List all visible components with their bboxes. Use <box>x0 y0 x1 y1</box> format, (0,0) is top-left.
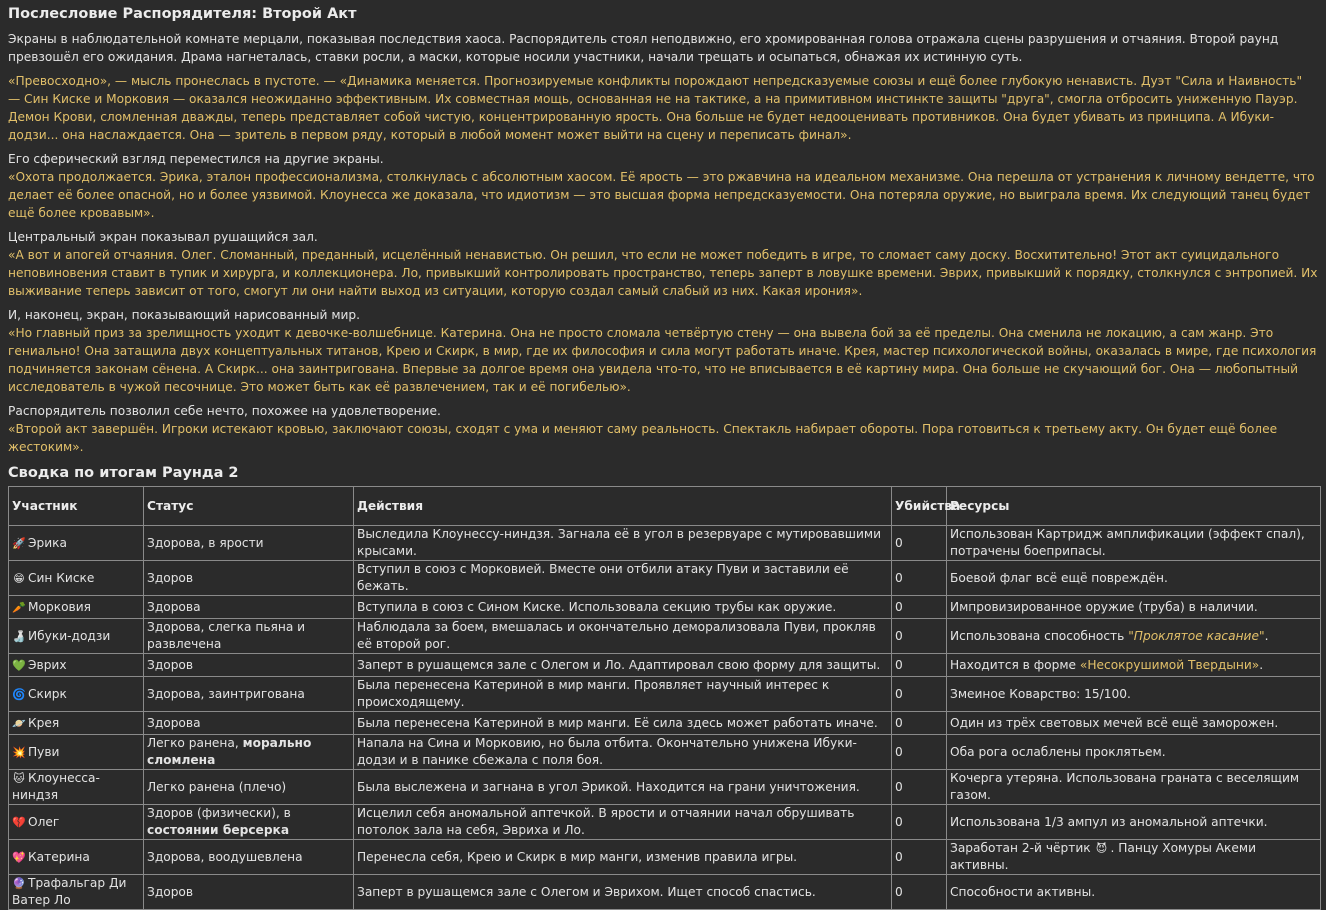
cat-icon: 🐱 <box>13 772 25 785</box>
participant-name: Скирк <box>28 686 67 701</box>
table-header-row <box>9 487 1321 526</box>
actions-cell: Вступил в союз с Морковией. Вместе они отбили атаку Пуви и заставили её бежать. <box>354 561 892 596</box>
kills-cell: 0 <box>892 770 947 805</box>
page-title: Послесловие Распорядителя: Второй Акт <box>8 6 357 22</box>
participant-name: Пуви <box>28 744 60 759</box>
table-row <box>9 677 1321 712</box>
participant-name: Эврих <box>28 657 67 672</box>
actions-cell: Заперт в рушащемся зале с Олегом и Ло. Адаптировал свою форму для защиты. <box>354 654 892 677</box>
actions-cell: Исцелил себя аномальной аптечкой. В ярости и отчаянии начал обрушивать потолок зала на себя, Эвриха и Ло. <box>354 805 892 840</box>
intro-paragraph: Экраны в наблюдательной комнате мерцали, показывая последствия хаоса. Распорядитель стоял неподвижно, его хромированная голова отражала сцены разрушения и отчаяния. Второй раунд превзошёл его ожидания. Драма нагнеталась, ставки росли, а маски, которые носили участники, начали трещать и осыпаться, обнажая их истинную суть. <box>8 32 1279 64</box>
participant-name: Олег <box>28 814 60 829</box>
participant-name: Трафальгар Ди Ватер Ло <box>12 876 127 907</box>
carrot-icon: 🥕 <box>12 600 26 614</box>
table-row <box>9 712 1321 735</box>
actions-cell: Заперт в рушащемся зале с Олегом и Эврихом. Ищет способ спастись. <box>354 875 892 910</box>
crystal-ball-icon: 🔮 <box>12 877 26 890</box>
planet-icon: 🪐 <box>12 716 26 730</box>
monologue-block-2 <box>8 150 1318 222</box>
resources-cell <box>947 619 1321 654</box>
table-row <box>9 654 1321 677</box>
participant-cell <box>9 654 144 677</box>
resources-cell <box>947 654 1321 677</box>
status-cell: Здоров <box>144 654 354 677</box>
status-cell: Здоров <box>144 561 354 596</box>
table-row <box>9 770 1321 805</box>
table-row <box>9 805 1321 840</box>
resources-cell: Змеиное Коварство: 15/100. <box>947 677 1321 712</box>
actions-cell: Наблюдала за боем, вмешалась и окончательно деморализовала Пуви, прокляв её второй рог. <box>354 619 892 654</box>
header-participant: Участник <box>9 487 144 526</box>
grin-icon: 😁 <box>13 571 25 585</box>
lead-paragraph-3: Центральный экран показывал рушащийся зал. <box>8 230 318 244</box>
status-text: Здоров (физически), в <box>147 806 291 820</box>
table-row <box>9 561 1321 596</box>
participant-name: Ибуки-додзи <box>28 628 111 643</box>
kills-cell: 0 <box>892 596 947 619</box>
status-emphasis: морально сломлена <box>147 736 312 767</box>
rocket-icon: 🚀 <box>12 536 26 550</box>
resources-cell: Импровизированное оружие (труба) в наличии. <box>947 596 1321 619</box>
status-cell: Здорова, слегка пьяна и развлечена <box>144 619 354 654</box>
participant-cell <box>9 735 144 770</box>
header-actions: Действия <box>354 487 892 526</box>
sake-icon: 🍶 <box>12 629 26 643</box>
kills-cell: 0 <box>892 840 947 875</box>
status-cell: Здорова, воодушевлена <box>144 840 354 875</box>
status-cell: Здоров <box>144 875 354 910</box>
kills-cell: 0 <box>892 619 947 654</box>
kills-cell: 0 <box>892 654 947 677</box>
actions-cell: Вступила в союз с Сином Киске. Использовала секцию трубы как оружие. <box>354 596 892 619</box>
kills-cell: 0 <box>892 677 947 712</box>
status-cell <box>144 805 354 840</box>
kills-cell: 0 <box>892 561 947 596</box>
participant-cell <box>9 526 144 561</box>
resources-text-end: . Панцу Хомуры Акеми активны. <box>950 841 1257 872</box>
participant-cell <box>9 712 144 735</box>
kills-cell: 0 <box>892 805 947 840</box>
status-cell: Легко ранена (плечо) <box>144 770 354 805</box>
monologue-block-4 <box>8 306 1318 396</box>
resources-cell: Один из трёх световых мечей всё ещё заморожен. <box>947 712 1321 735</box>
participant-cell <box>9 619 144 654</box>
kills-cell: 0 <box>892 526 947 561</box>
monologue-block-3 <box>8 228 1318 300</box>
status-cell: Здорова, заинтригована <box>144 677 354 712</box>
resources-text: Находится в форме <box>950 657 1080 672</box>
thought-text-1: «Динамика меняется. Прогнозируемые конфликты порождают непредсказуемые союзы и ещё более глубокую ненависть. Дуэт "Сила и Наивность" — Син Киске и Морковия — оказался неожиданно эффективным. Их совместная мощь, основанная не на тактике, а на примитивном инстинкте защиты "друга", смогла отбросить униженную Пауэр. Демон Крови, сломленная дважды, теперь представляет собой чистую, концентрированную ярость. Она больше не будет недооценивать противников. Она будет убивать из принципа. А Ибуки-додзи... она наслаждается. Она — зритель в первом ряду, который в любой момент может выйти на сцену и переписать финал». <box>8 74 1303 142</box>
resources-cell: Боевой флаг всё ещё повреждён. <box>947 561 1321 596</box>
actions-cell: Напала на Сина и Морковию, но была отбита. Окончательно унижена Ибуки-додзи и в панике сбежала с поля боя. <box>354 735 892 770</box>
participant-name: Катерина <box>28 849 90 864</box>
participant-cell <box>9 805 144 840</box>
lead-paragraph-5: Распорядитель позволил себе нечто, похожее на удовлетворение. <box>8 404 441 418</box>
table-row <box>9 596 1321 619</box>
table-row <box>9 619 1321 654</box>
kills-cell: 0 <box>892 735 947 770</box>
participant-cell <box>9 677 144 712</box>
sparkling-heart-icon: 💖 <box>12 850 26 864</box>
lead-paragraph-4: И, наконец, экран, показывающий нарисованный мир. <box>8 308 361 322</box>
table-row <box>9 735 1321 770</box>
kills-cell: 0 <box>892 875 947 910</box>
lead-paragraph-2: Его сферический взгляд переместился на другие экраны. <box>8 152 384 166</box>
thought-paragraph-1 <box>8 72 1318 144</box>
participant-cell <box>9 770 144 805</box>
header-resources: Ресурсы <box>947 487 1321 526</box>
resources-cell: Кочерга утеряна. Использована граната с веселящим газом. <box>947 770 1321 805</box>
thought-lead-1: «Превосходно», — мысль пронеслась в пустоте. — <box>8 74 340 88</box>
actions-cell: Была перенесена Катериной в мир манги. Проявляет научный интерес к происходящему. <box>354 677 892 712</box>
thought-paragraph-2: «Охота продолжается. Эрика, эталон профессионализма, столкнулась с абсолютным хаосом. Её ярость — это ржавчина на идеальном механизме. Она перешла от устранения к личному вендетте, что делает её более опасной, но и более уязвимой. Клоунесса же доказала, что идиотизм — это высшая форма непредсказуемости. Она потеряла оружие, но выиграла время. Их следующий танец будет ещё более кровавым». <box>8 170 1315 220</box>
form-name: «Несокрушимой Твердыни» <box>1079 657 1260 672</box>
devil-icon: 😈 <box>1095 842 1108 855</box>
participant-name: Эрика <box>28 535 67 550</box>
participant-name: Син Киске <box>28 570 95 585</box>
summary-title: Сводка по итогам Раунда 2 <box>8 465 239 481</box>
resources-text: Использована способность <box>950 628 1129 643</box>
table-row <box>9 526 1321 561</box>
resources-cell <box>947 840 1321 875</box>
green-heart-icon: 💚 <box>12 658 26 672</box>
table-row <box>9 840 1321 875</box>
actions-cell: Перенесла себя, Крею и Скирк в мир манги, изменив правила игры. <box>354 840 892 875</box>
resources-cell: Оба рога ослаблены проклятьем. <box>947 735 1321 770</box>
resources-text-end: . <box>1259 657 1264 672</box>
resources-cell: Способности активны. <box>947 875 1321 910</box>
status-cell <box>144 735 354 770</box>
status-cell: Здорова <box>144 712 354 735</box>
thought-paragraph-5: «Второй акт завершён. Игроки истекают кровью, заключают союзы, сходят с ума и меняют саму реальность. Спектакль набирает обороты. Пора готовиться к третьему акту. Он будет ещё более жестоким». <box>8 422 1278 454</box>
resources-cell: Использован Картридж амплификации (эффект спал), потрачены боеприпасы. <box>947 526 1321 561</box>
actions-cell: Была выслежена и загнана в угол Эрикой. Находится на грани уничтожения. <box>354 770 892 805</box>
thought-paragraph-3: «А вот и апогей отчаяния. Олег. Сломанный, преданный, исцелённый ненавистью. Он решил, что если не может победить в игре, то сломает саму доску. Восхитительно! Этот акт суицидального неповиновения ставит в тупик и хирурга, и коллекционера. Ло, привыкший контролировать пространство, теперь заперт в ловушке времени. Эврих, привыкший к порядку, столкнулся с энтропией. Их выживание теперь зависит от того, смогут ли они найти выход из ситуации, которую создал самый слабый из них. Какая ирония». <box>8 248 1318 298</box>
participant-cell <box>9 840 144 875</box>
status-text: Легко ранена, <box>147 736 243 750</box>
actions-cell: Была перенесена Катериной в мир манги. Её сила здесь может работать иначе. <box>354 712 892 735</box>
participant-name: Крея <box>28 715 60 730</box>
participant-cell <box>9 596 144 619</box>
kills-cell: 0 <box>892 712 947 735</box>
table-row <box>9 875 1321 910</box>
participant-cell <box>9 561 144 596</box>
monologue-block-5 <box>8 402 1318 456</box>
summary-table <box>8 486 1321 910</box>
explosion-icon: 💥 <box>12 745 26 759</box>
status-emphasis: состоянии берсерка <box>147 823 290 837</box>
ability-name: "Проклятое касание" <box>1128 628 1265 643</box>
resources-text: Заработан 2-й чёртик <box>950 841 1095 855</box>
resources-cell: Использована 1/3 ампул из аномальной аптечки. <box>947 805 1321 840</box>
broken-heart-icon: 💔 <box>12 815 26 829</box>
swirl-icon: 🌀 <box>12 687 26 701</box>
status-cell: Здорова, в ярости <box>144 526 354 561</box>
header-status: Статус <box>144 487 354 526</box>
header-kills: Убийства <box>892 487 947 526</box>
status-cell: Здорова <box>144 596 354 619</box>
participant-name: Клоунесса-ниндзя <box>12 771 100 802</box>
participant-name: Морковия <box>28 599 91 614</box>
actions-cell: Выследила Клоунессу-ниндзя. Загнала её в угол в резервуаре с мутировавшими крысами. <box>354 526 892 561</box>
participant-cell <box>9 875 144 910</box>
resources-text-end: . <box>1264 628 1269 643</box>
thought-paragraph-4: «Но главный приз за зрелищность уходит к девочке-волшебнице. Катерина. Она не просто сломала четвёртую стену — она вывела бой за её пределы. Она сменила не локацию, а сам жанр. Это гениально! Она затащила двух концептуальных титанов, Крею и Скирк, в мир, где их философия и сила могут работать иначе. Крея, мастер психологической войны, оказалась в мире, где психология подчиняется законам сёнена. А Скирк... она заинтригована. Впервые за долгое время она увидела что-то, что не вписывается в её картину мира. Она больше не скучающий бог. Она — любопытный исследователь в чужой песочнице. Это может быть как её развлечением, так и её погибелью». <box>8 326 1317 394</box>
